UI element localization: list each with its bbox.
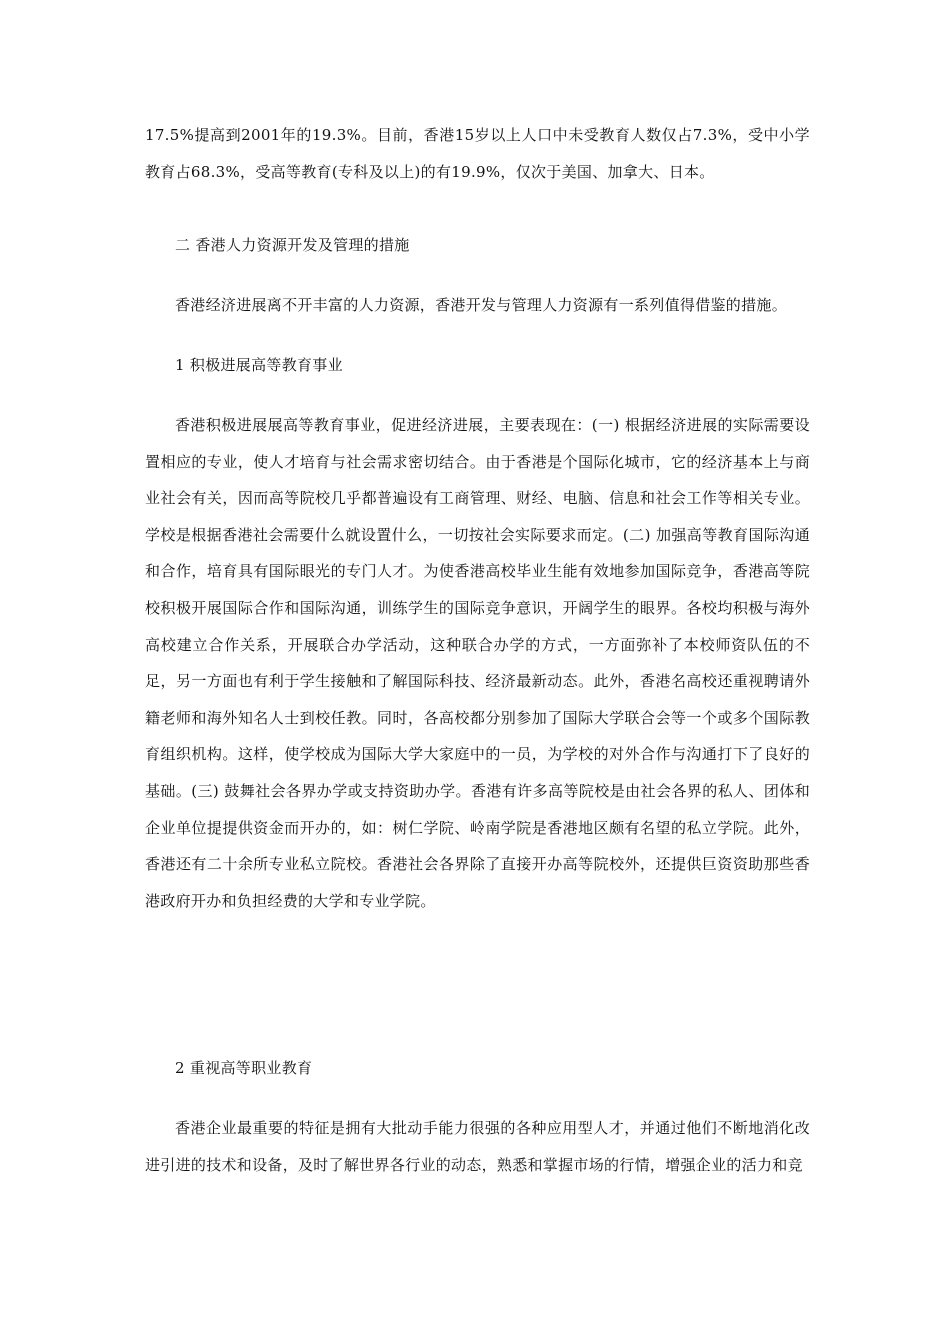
paragraph-education-statistics: 17.5%提高到2001年的19.3%。目前，香港15岁以上人口中未受教育人数仅占7.3%，受中小学教育占68.3%，受高等教育(专科及以上)的有19.9%，仅次于美国、加拿大、日本。 <box>145 126 810 181</box>
subsection-heading-vocational-education: 2 重视高等职业教育 <box>175 1059 313 1077</box>
section-heading-measures: 二 香港人力资源开发及管理的措施 <box>175 236 410 254</box>
subsection-heading-higher-education: 1 积极进展高等教育事业 <box>175 356 343 374</box>
paragraph-higher-education: 香港积极进展展高等教育事业，促进经济进展，主要表现在：(一) 根据经济进展的实际需要设置相应的专业，使人才培育与社会需求密切结合。由于香港是个国际化城市，它的经济基本上与商业社会有关，因而高等院校几乎都普遍设有工商管理、财经、电脑、信息和社会工作等相关专业。学校是根据香港社会需要什么就设置什么，一切按社会实际要求而定。(二) 加强高等教育国际沟通和合作，培育具有国际眼光的专门人才。为使香港高校毕业生能有效地参加国际竞争，香港高等院校积极开展国际合作和国际沟通，训练学生的国际竞争意识，开阔学生的眼界。各校均积极与海外高校建立合作关系，开展联合办学活动，这种联合办学的方式，一方面弥补了本校师资队伍的不足，另一方面也有利于学生接触和了解国际科技、经济最新动态。此外，香港名高校还重视聘请外籍老师和海外知名人士到校任教。同时，各高校都分别参加了国际大学联合会等一个或多个国际教育组织机构。这样，使学校成为国际大学大家庭中的一员，为学校的对外合作与沟通打下了良好的基础。(三) 鼓舞社会各界办学或支持资助办学。香港有许多高等院校是由社会各界的私人、团体和企业单位提提供资金而开办的，如：树仁学院、岭南学院是香港地区颇有名望的私立学院。此外，香港还有二十余所专业私立院校。香港社会各界除了直接开办高等院校外，还提供巨资资助那些香港政府开办和负担经费的大学和专业学院。 <box>145 416 810 910</box>
paragraph-measures-intro: 香港经济进展离不开丰富的人力资源，香港开发与管理人力资源有一系列值得借鉴的措施。 <box>175 296 788 314</box>
paragraph-vocational-education: 香港企业最重要的特征是拥有大批动手能力很强的各种应用型人才，并通过他们不断地消化改进引进的技术和设备，及时了解世界各行业的动态，熟悉和掌握市场的行情，增强企业的活力和竞 <box>145 1119 810 1174</box>
